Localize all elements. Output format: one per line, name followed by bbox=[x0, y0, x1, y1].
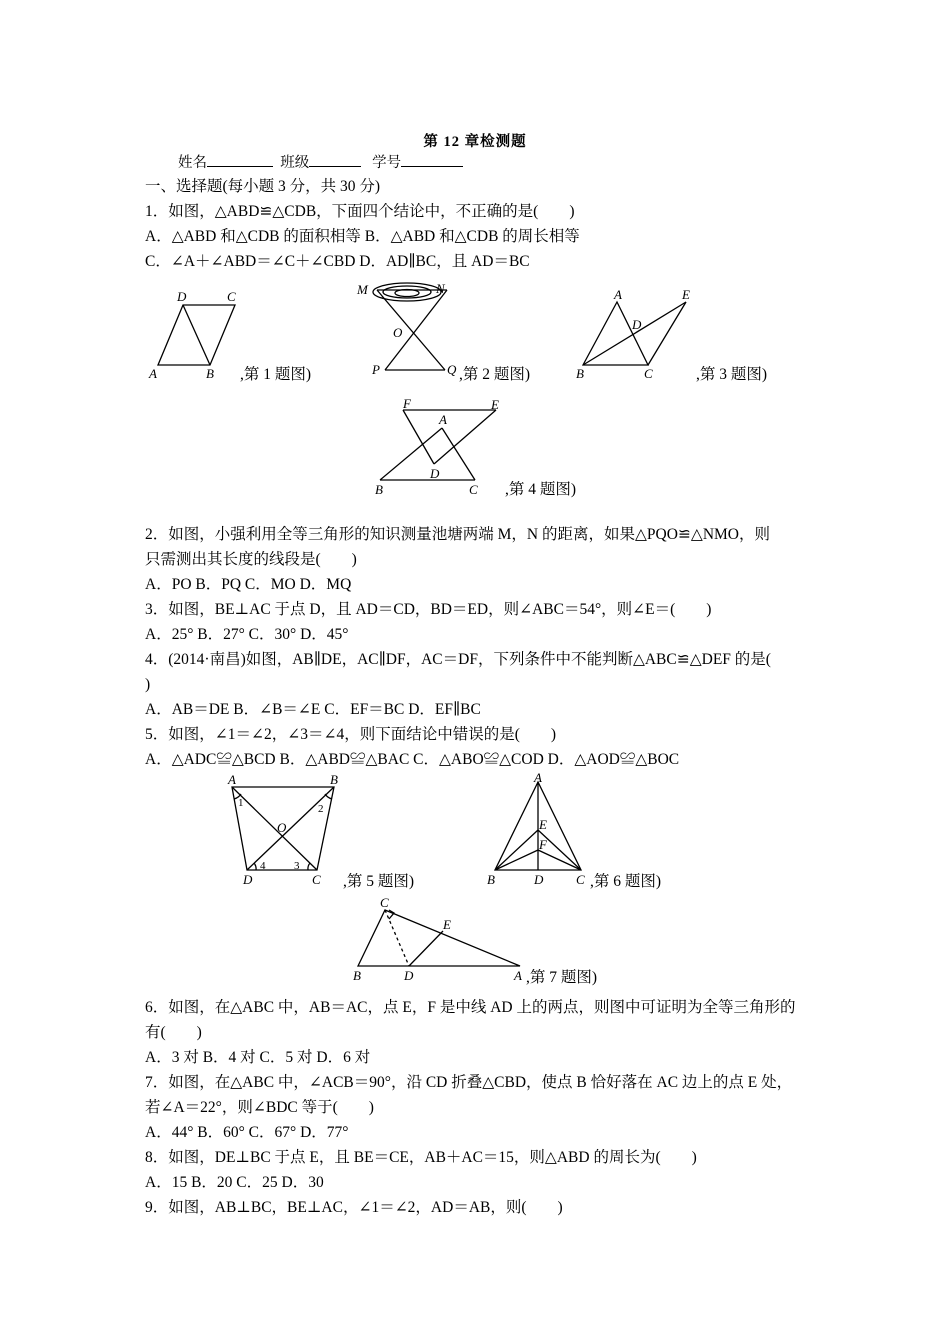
q2-options: A．PO B．PQ C．MO D．MQ bbox=[145, 576, 352, 593]
fig2-label-p: P bbox=[372, 362, 380, 377]
figure-7 bbox=[345, 893, 535, 993]
q5-options: A．△ADC≌△BCD B．△ABD≌△BAC C．△ABO≌△COD D．△AOD≌△BOC bbox=[145, 751, 680, 768]
fig2-label-m: M bbox=[357, 282, 368, 297]
fig5-label-a: A bbox=[228, 772, 236, 787]
fig7-label-d: D bbox=[404, 968, 414, 983]
q6-options: A．3 对 B．4 对 C．5 对 D．6 对 bbox=[145, 1049, 371, 1066]
fig2-label-q: Q bbox=[447, 362, 457, 377]
fig7-label-c: C bbox=[380, 895, 389, 910]
fig7-caption: ,第 7 题图) bbox=[526, 969, 598, 986]
q8-stem: 8．如图，DE⊥BC 于点 E，且 BE＝CE，AB＋AC＝15，则△ABD 的周长为( ) bbox=[145, 1149, 697, 1166]
q3-stem: 3．如图，BE⊥AC 于点 D，且 AD＝CD，BD＝ED，则∠ABC＝54°，则∠E＝( ) bbox=[145, 601, 712, 618]
fig1-label-a: A bbox=[149, 366, 157, 381]
fig2-caption: ,第 2 题图) bbox=[459, 366, 531, 383]
q4-stem-cont: ) bbox=[145, 676, 151, 693]
fig5-label-angle-2: 2 bbox=[318, 803, 324, 815]
fig1-label-b: B bbox=[206, 366, 214, 381]
fig1-diagonal-db bbox=[183, 305, 210, 365]
fig7-segment-de bbox=[409, 931, 443, 966]
fig5-label-angle-1: 1 bbox=[238, 797, 244, 809]
fig3-segment-be bbox=[583, 302, 686, 365]
name-blank bbox=[207, 152, 273, 167]
q8-options: A．15 B．20 C．25 D．30 bbox=[145, 1174, 324, 1191]
q1-stem: 1．如图，△ABD≌△CDB，下面四个结论中，不正确的是( ) bbox=[145, 203, 575, 220]
fig7-triangle-abc bbox=[358, 910, 520, 966]
fig6-segment-cf bbox=[538, 850, 581, 870]
fig4-label-c: C bbox=[469, 482, 478, 497]
id-label: 学号 bbox=[372, 155, 402, 171]
fig5-label-c: C bbox=[312, 872, 321, 887]
fig3-label-d: D bbox=[632, 317, 642, 332]
fig2-segment-mq bbox=[377, 290, 445, 370]
fig6-label-c: C bbox=[576, 872, 585, 887]
fig3-label-b: B bbox=[576, 366, 584, 381]
fig2-label-o: O bbox=[393, 325, 403, 340]
fig6-label-e: E bbox=[539, 817, 547, 832]
fig6-label-d: D bbox=[534, 872, 544, 887]
fig1-label-d: D bbox=[177, 289, 187, 304]
q1-options-line2: C．∠A＋∠ABD＝∠C＋∠CBD D．AD∥BC，且 AD＝BC bbox=[145, 253, 530, 270]
fig3-triangle-abc bbox=[583, 302, 648, 365]
fig5-label-b: B bbox=[330, 772, 338, 787]
fig6-label-b: B bbox=[487, 872, 495, 887]
fig1-label-c: C bbox=[227, 289, 236, 304]
fig3-label-a: A bbox=[614, 287, 622, 302]
figure-1 bbox=[140, 285, 250, 385]
fig1-caption: ,第 1 题图) bbox=[240, 366, 312, 383]
q2-stem-cont: 只需测出其长度的线段是( ) bbox=[145, 551, 357, 568]
fig3-segment-ec bbox=[648, 302, 686, 365]
fig4-caption: ,第 4 题图) bbox=[505, 481, 577, 498]
fig5-label-angle-3: 3 bbox=[294, 860, 300, 872]
fig5-label-d: D bbox=[243, 872, 253, 887]
fig4-label-b: B bbox=[375, 482, 383, 497]
fig3-caption: ,第 3 题图) bbox=[696, 366, 768, 383]
fig6-segment-bf bbox=[495, 850, 538, 870]
fig4-segment-ac bbox=[442, 428, 475, 480]
fig4-label-d: D bbox=[430, 466, 440, 481]
q4-options: A．AB＝DE B．∠B＝∠E C．EF＝BC D．EF∥BC bbox=[145, 701, 481, 718]
fig4-label-a: A bbox=[439, 412, 447, 427]
fig7-label-e: E bbox=[443, 917, 451, 932]
q7-stem: 7．如图，在△ABC 中，∠ACB＝90°，沿 CD 折叠△CBD，使点 B 恰好落在 AC 边上的点 E 处， bbox=[145, 1074, 793, 1091]
fig3-label-e: E bbox=[682, 287, 690, 302]
section-heading: 一、选择题(每小题 3 分，共 30 分) bbox=[145, 178, 381, 195]
fig5-diagonal-bd bbox=[247, 787, 334, 870]
fig5-caption: ,第 5 题图) bbox=[343, 873, 415, 890]
fig5-angle-3-arc bbox=[308, 863, 310, 870]
fig3-label-c: C bbox=[644, 366, 653, 381]
q3-options: A．25° B．27° C．30° D．45° bbox=[145, 626, 349, 643]
class-blank bbox=[309, 152, 361, 167]
q7-options: A．44° B．60° C．67° D．77° bbox=[145, 1124, 349, 1141]
q2-stem: 2．如图，小强利用全等三角形的知识测量池塘两端 M，N 的距离，如果△PQO≌△NMO，则 bbox=[145, 526, 770, 543]
fig6-segment-be bbox=[495, 830, 538, 870]
fig5-label-o: O bbox=[277, 820, 287, 835]
name-label: 姓名 bbox=[178, 155, 207, 171]
q4-stem: 4．(2014·南昌)如图，AB∥DE，AC∥DF，AC＝DF，下列条件中不能判断△ABC≌△DEF 的是( bbox=[145, 651, 771, 668]
fig5-angle-4-arc bbox=[254, 863, 256, 870]
fig4-label-f: F bbox=[403, 396, 411, 411]
figure-3 bbox=[570, 285, 700, 385]
id-blank bbox=[401, 152, 463, 167]
page-title: 第 12 章检测题 bbox=[423, 134, 527, 150]
q6-stem-cont: 有( ) bbox=[145, 1024, 202, 1041]
fig5-angle-2-arc bbox=[325, 794, 332, 799]
fig7-label-a: A bbox=[514, 968, 522, 983]
q9-stem: 9．如图，AB⊥BC，BE⊥AC，∠1＝∠2，AD＝AB，则( ) bbox=[145, 1199, 563, 1216]
q7-stem-cont: 若∠A＝22°，则∠BDC 等于( ) bbox=[145, 1099, 374, 1116]
figure-6 bbox=[485, 772, 595, 892]
student-info-line bbox=[178, 152, 463, 173]
figure-4 bbox=[370, 398, 505, 498]
q1-options-line1: A．△ABD 和△CDB 的面积相等 B．△ABD 和△CDB 的周长相等 bbox=[145, 228, 580, 245]
q5-stem: 5．如图，∠1＝∠2，∠3＝∠4，则下面结论中错误的是( ) bbox=[145, 726, 557, 743]
fig2-label-n: N bbox=[436, 281, 445, 296]
class-label: 班级 bbox=[280, 155, 310, 171]
fig4-label-e: E bbox=[491, 397, 499, 412]
fig7-label-b: B bbox=[353, 968, 361, 983]
figure-2 bbox=[355, 278, 465, 378]
fig6-label-a: A bbox=[534, 770, 542, 785]
fig5-label-angle-4: 4 bbox=[260, 860, 266, 872]
fig4-segment-fd bbox=[403, 410, 434, 464]
q6-stem: 6．如图，在△ABC 中，AB＝AC，点 E，F 是中线 AD 上的两点，则图中可证明为全等三角形的 bbox=[145, 999, 796, 1016]
figure-5 bbox=[222, 772, 347, 892]
fig6-label-f: F bbox=[539, 837, 547, 852]
fig6-caption: ,第 6 题图) bbox=[590, 873, 662, 890]
